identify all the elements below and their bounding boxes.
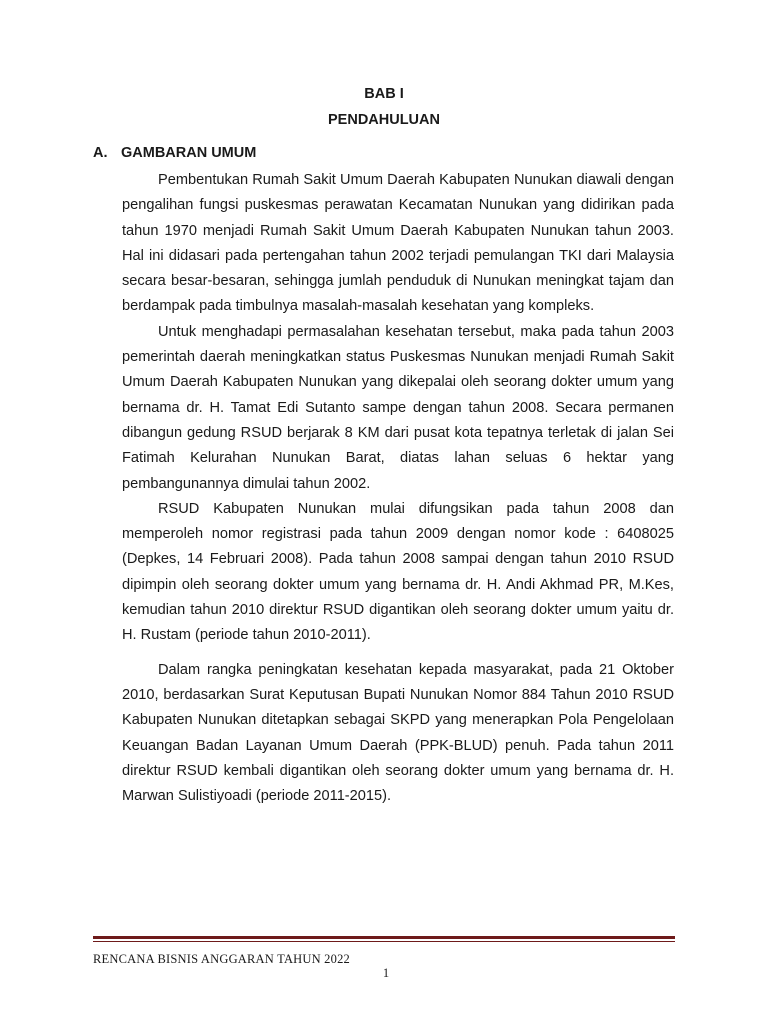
footer-divider-thin xyxy=(93,941,675,942)
paragraph: RSUD Kabupaten Nunukan mulai difungsikan pada tahun 2008 dan memperoleh nomor registrasi pada tahun 2009 dengan nomor kode : 6408025 (Depkes, 14 Februari 2008). Pada tahun 2008 sampai dengan tahun 2010 RSUD dipimpin oleh seorang dokter umum yang bernama dr. H. Andi Akhmad PR, M.Kes, kemudian tahun 2010 direktur RSUD digantikan oleh seorang dokter umum yaitu dr. H. Rustam (periode tahun 2010-2011). xyxy=(122,500,674,644)
chapter-number: BAB I xyxy=(364,86,404,102)
section-heading xyxy=(93,145,256,161)
section-title: GAMBARAN UMUM xyxy=(121,145,257,161)
chapter-title: PENDAHULUAN xyxy=(328,112,440,128)
page-number: 1 xyxy=(382,966,390,980)
paragraph: Untuk menghadapi permasalahan kesehatan tersebut, maka pada tahun 2003 pemerintah daerah meningkatkan status Puskesmas Nunukan menjadi Rumah Sakit Umum Daerah Kabupaten Nunukan yang dikepalai oleh seorang dokter umum yang bernama dr. H. Tamat Edi Sutanto sampe dengan tahun 2008. Secara permanen dibangun gedung RSUD berjarak 8 KM dari pusat kota tepatnya terletak di jalan Sei Fatimah Kelurahan Nunukan Barat, diatas lahan seluas 6 hektar yang pembangunannya dimulai tahun 2002. xyxy=(122,323,674,492)
paragraph: Pembentukan Rumah Sakit Umum Daerah Kabupaten Nunukan diawali dengan pengalihan fungsi puskesmas perawatan Kecamatan Nunukan yang didirikan pada tahun 1970 menjadi Rumah Sakit Umum Daerah Kabupaten Nunukan tahun 2003. Hal ini didasari pada pertengahan tahun 2002 terjadi pemulangan TKI dari Malaysia secara besar-besaran, sehingga jumlah penduduk di Nunukan meningkat tajam dan berdampak pada timbulnya masalah-masalah kesehatan yang kompleks. xyxy=(122,172,674,315)
page-number-wrap xyxy=(0,966,768,981)
paragraph: Dalam rangka peningkatan kesehatan kepada masyarakat, pada 21 Oktober 2010, berdasarkan Surat Keputusan Bupati Nunukan Nomor 884 Tahun 2010 RSUD Kabupaten Nunukan ditetapkan sebagai SKPD yang menerapkan Pola Pengelolaan Keuangan Badan Layanan Umum Daerah (PPK-BLUD) penuh. Pada tahun 2011 direktur RSUD kembali digantikan oleh seorang dokter umum yang bernama dr. H. Marwan Sulistiyoadi (periode 2011-2015). xyxy=(122,661,674,805)
section-letter: A. xyxy=(93,145,108,161)
footer-divider xyxy=(93,936,675,943)
body-text xyxy=(122,168,674,809)
footer-divider-thick xyxy=(93,936,675,939)
footer-title: RENCANA BISNIS ANGGARAN TAHUN 2022 xyxy=(93,952,350,966)
